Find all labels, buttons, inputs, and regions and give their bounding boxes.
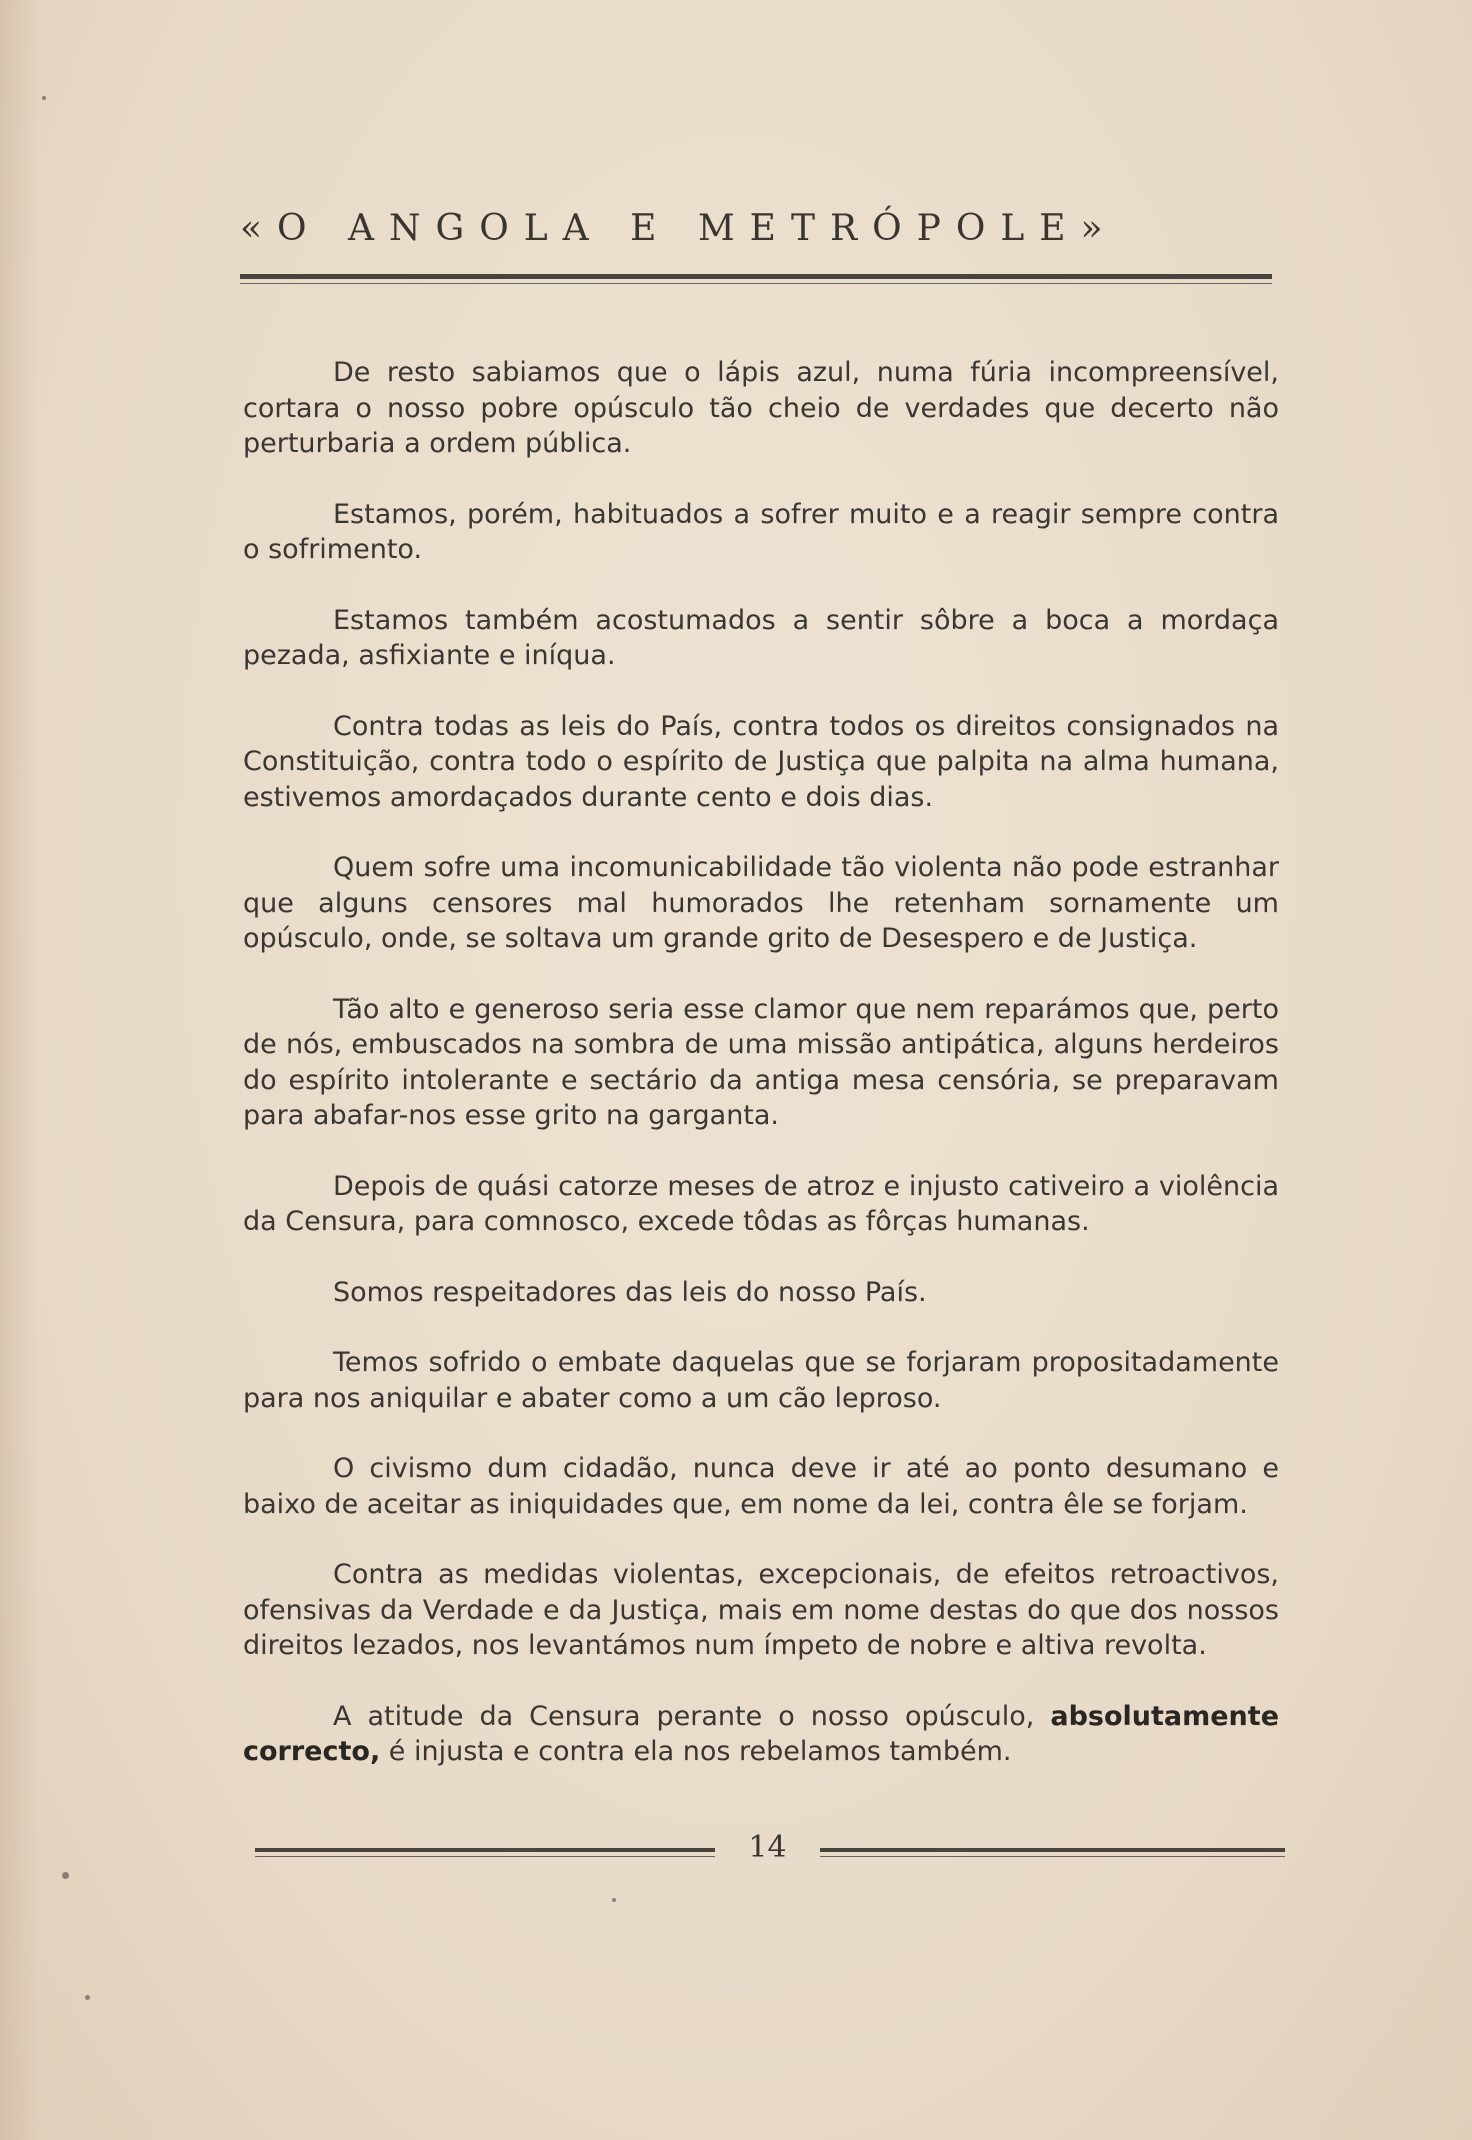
page-edge-shading xyxy=(0,0,40,2140)
running-header-title: «O ANGOLA E METRÓPOLE» xyxy=(240,208,1118,249)
body-text xyxy=(243,355,1279,1805)
page-footer xyxy=(255,1830,1285,1874)
paragraph: Quem sofre uma incomunicabilidade tão violenta não pode estranhar que alguns censores mal humorados lhe retenham sornamente um opúsculo, onde, se soltava um grande grito de Desespero e de Justiça. xyxy=(243,852,1279,954)
paper-speck xyxy=(42,96,46,100)
last-paragraph-bold: absolutamente correcto, xyxy=(243,1700,1279,1767)
header-double-rule xyxy=(240,274,1272,286)
footer-rule-left xyxy=(255,1848,715,1860)
paragraph-last xyxy=(243,1699,1279,1770)
paper-speck xyxy=(62,1872,69,1879)
paragraph: Contra as medidas violentas, excepcionais, de efeitos retroactivos, ofensivas da Verdade e da Justiça, mais em nome destas do que dos nossos direitos lezados, nos levantámos num ímpeto de nobre e altiva revolta. xyxy=(243,1559,1279,1661)
paragraph: Estamos também acostumados a sentir sôbre a boca a mordaça pezada, asfixiante e iníqua. xyxy=(243,604,1279,671)
paragraph: O civismo dum cidadão, nunca deve ir até ao ponto desumano e baixo de aceitar as iniquidades que, em nome da lei, contra êle se forjam. xyxy=(243,1453,1279,1520)
page-number: 14 xyxy=(748,1830,787,1865)
paragraph: Temos sofrido o embate daquelas que se forjaram propositadamente para nos aniquilar e abater como a um cão leproso. xyxy=(243,1347,1279,1414)
last-paragraph-start: A atitude da Censura perante o nosso opúsculo, xyxy=(333,1700,1051,1732)
last-paragraph-end: é injusta e contra ela nos rebelamos também. xyxy=(380,1736,1012,1767)
paragraph: Contra todas as leis do País, contra todos os direitos consignados na Constituição, contra todo o espírito de Justiça que palpita na alma humana, estivemos amordaçados durante cento e dois dias. xyxy=(243,710,1279,813)
paper-speck xyxy=(612,1898,616,1902)
paragraph: De resto sabiamos que o lápis azul, numa fúria incompreensível, cortara o nosso pobre opúsculo tão cheio de verdades que decerto não perturbaria a ordem pública. xyxy=(243,357,1279,459)
paragraph: Tão alto e generoso seria esse clamor que nem reparámos que, perto de nós, embuscados na sombra de uma missão antipática, alguns herdeiros do espírito intolerante e sectário da antiga mesa censória, se preparavam para abafar-nos esse grito na garganta. xyxy=(243,993,1279,1131)
paper-speck xyxy=(85,1995,90,2000)
paragraph: Somos respeitadores das leis do nosso País. xyxy=(333,1276,927,1308)
footer-rule-right xyxy=(820,1848,1285,1860)
paragraph: Estamos, porém, habituados a sofrer muito e a reagir sempre contra o sofrimento. xyxy=(243,498,1279,565)
paragraph: Depois de quási catorze meses de atroz e injusto cativeiro a violência da Censura, para comnosco, excede tôdas as fôrças humanas. xyxy=(243,1170,1279,1237)
